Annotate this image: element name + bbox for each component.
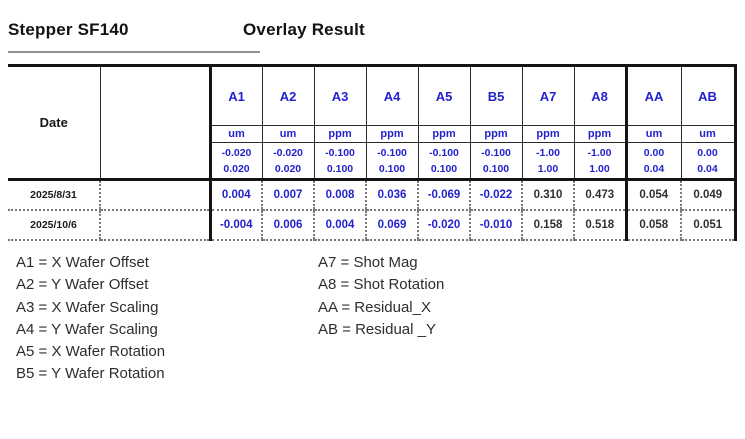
spec-max-value: 1.00 bbox=[537, 162, 559, 175]
date-cell: 2025/8/31 bbox=[8, 180, 100, 211]
spec-min-value: -0.020 bbox=[273, 146, 303, 159]
spec-max-value: 0.100 bbox=[378, 162, 406, 175]
unit-cell: ppm bbox=[470, 126, 522, 143]
legend-item: A8 = Shot Rotation bbox=[318, 276, 445, 294]
column-header-cell: A5 bbox=[418, 66, 470, 126]
spec-cell bbox=[418, 143, 470, 180]
spec-min-value: 0.00 bbox=[697, 146, 718, 159]
unit-cell: um bbox=[262, 126, 314, 143]
header-row bbox=[8, 66, 735, 126]
header-gap-cell bbox=[100, 66, 210, 180]
title-underline bbox=[8, 51, 260, 53]
legend-item: A3 = X Wafer Scaling bbox=[16, 298, 159, 316]
row-gap-cell bbox=[100, 180, 210, 211]
legend-item: AA = Residual_X bbox=[318, 298, 431, 316]
value-cell: 0.004 bbox=[210, 180, 262, 211]
spec-max-value: 1.00 bbox=[589, 162, 610, 175]
machine-title: Stepper SF140 bbox=[8, 20, 129, 39]
table-body bbox=[8, 66, 735, 241]
unit-cell: ppm bbox=[522, 126, 574, 143]
spec-min-value: -0.100 bbox=[377, 146, 407, 159]
value-cell: 0.051 bbox=[681, 210, 735, 240]
spec-cell bbox=[626, 143, 681, 180]
spec-cell bbox=[681, 143, 735, 180]
legend-left-column bbox=[16, 252, 165, 386]
spec-cell bbox=[574, 143, 626, 180]
legend-right-column bbox=[318, 252, 444, 341]
spec-max-value: 0.100 bbox=[482, 162, 510, 175]
spec-min-value: -0.100 bbox=[481, 146, 511, 159]
value-cell: 0.007 bbox=[262, 180, 314, 211]
spec-min-value: -0.100 bbox=[429, 146, 459, 159]
spec-min-value: 0.00 bbox=[643, 146, 665, 159]
spec-min-value: -0.020 bbox=[221, 146, 252, 159]
spec-max-value: 0.100 bbox=[430, 162, 458, 175]
value-cell: 0.036 bbox=[366, 180, 418, 211]
column-header-cell: A2 bbox=[262, 66, 314, 126]
value-cell: 0.158 bbox=[522, 210, 574, 240]
data-row bbox=[8, 210, 735, 240]
unit-cell: ppm bbox=[574, 126, 626, 143]
overlay-results-table bbox=[8, 64, 737, 241]
spec-min-value: -1.00 bbox=[536, 146, 560, 159]
column-header-cell: AA bbox=[626, 66, 681, 126]
legend-item: A7 = Shot Mag bbox=[318, 254, 418, 271]
legend-item: A5 = X Wafer Rotation bbox=[16, 343, 166, 361]
legend-item: A4 = Y Wafer Scaling bbox=[16, 320, 158, 338]
data-row bbox=[8, 180, 735, 211]
unit-cell: um bbox=[210, 126, 262, 143]
spec-min-value: -0.100 bbox=[325, 146, 355, 159]
spec-cell bbox=[262, 143, 314, 180]
column-header-cell: A1 bbox=[210, 66, 262, 126]
legend-item: B5 = Y Wafer Rotation bbox=[16, 365, 165, 383]
legend-item: A1 = X Wafer Offset bbox=[16, 254, 149, 271]
value-cell: 0.004 bbox=[314, 210, 366, 240]
spec-max-value: 0.020 bbox=[274, 162, 302, 175]
value-cell: -0.020 bbox=[418, 210, 470, 240]
spec-cell bbox=[366, 143, 418, 180]
spec-min-value: -1.00 bbox=[587, 146, 612, 159]
unit-cell: um bbox=[626, 126, 681, 143]
legend-item: A2 = Y Wafer Offset bbox=[16, 276, 149, 294]
spec-cell bbox=[470, 143, 522, 180]
value-cell: -0.022 bbox=[470, 180, 522, 211]
legend-item: AB = Residual _Y bbox=[318, 320, 436, 338]
value-cell: 0.008 bbox=[314, 180, 366, 211]
spec-cell bbox=[210, 143, 262, 180]
value-cell: 0.473 bbox=[574, 180, 626, 211]
value-cell: 0.049 bbox=[681, 180, 735, 211]
value-cell: -0.010 bbox=[470, 210, 522, 240]
row-gap-cell bbox=[100, 210, 210, 240]
value-cell: 0.518 bbox=[574, 210, 626, 240]
unit-cell: ppm bbox=[366, 126, 418, 143]
value-cell: -0.004 bbox=[210, 210, 262, 240]
spec-cell bbox=[314, 143, 366, 180]
value-cell: 0.054 bbox=[626, 180, 681, 211]
spec-max-value: 0.020 bbox=[223, 162, 250, 175]
date-header-cell: Date bbox=[8, 66, 100, 180]
column-header-cell: A8 bbox=[574, 66, 626, 126]
value-cell: 0.058 bbox=[626, 210, 681, 240]
spec-max-value: 0.04 bbox=[697, 162, 718, 175]
spec-max-value: 0.100 bbox=[326, 162, 354, 175]
unit-cell: um bbox=[681, 126, 735, 143]
column-header-cell: A3 bbox=[314, 66, 366, 126]
spec-cell bbox=[522, 143, 574, 180]
value-cell: -0.069 bbox=[418, 180, 470, 211]
column-header-cell: A7 bbox=[522, 66, 574, 126]
date-cell: 2025/10/6 bbox=[8, 210, 100, 240]
unit-cell: ppm bbox=[418, 126, 470, 143]
value-cell: 0.310 bbox=[522, 180, 574, 211]
spec-max-value: 0.04 bbox=[643, 162, 665, 175]
column-header-cell: A4 bbox=[366, 66, 418, 126]
unit-cell: ppm bbox=[314, 126, 366, 143]
column-header-cell: B5 bbox=[470, 66, 522, 126]
report-title: Overlay Result bbox=[243, 20, 365, 39]
column-header-cell: AB bbox=[681, 66, 735, 126]
value-cell: 0.006 bbox=[262, 210, 314, 240]
value-cell: 0.069 bbox=[366, 210, 418, 240]
